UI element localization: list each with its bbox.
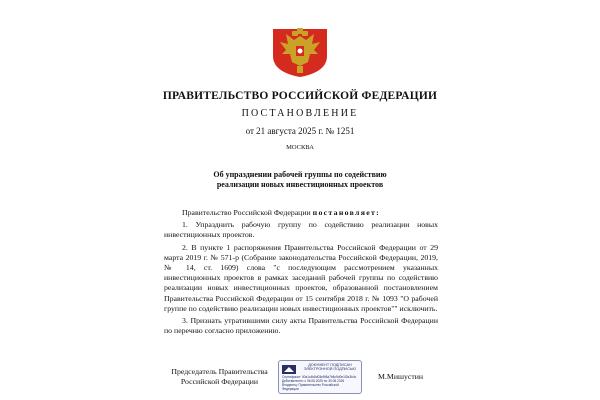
signatory-position [167, 367, 272, 387]
intro-verb: постановляет: [312, 208, 381, 217]
document-body [164, 208, 438, 338]
body-item-3: 3. Признать утратившими силу акты Правительства Российской Федерации по перечню согласно приложению. [164, 316, 438, 336]
stamp-line-3: Владелец: Правительство Российской [282, 382, 339, 387]
subject-line-2: реализации новых инвестиционных проектов [216, 180, 384, 189]
document-type: ПОСТАНОВЛЕНИЕ [241, 108, 359, 119]
intro-paragraph [164, 208, 438, 218]
stamp-emblem-icon [282, 365, 296, 374]
signatory-name: М.Мишустин [378, 372, 424, 381]
signatory-position-line-2: Российской Федерации [180, 377, 259, 386]
document-subject [0, 170, 600, 190]
subject-line-1: Об упразднении рабочей группы по содействию [213, 170, 387, 179]
stamp-details [282, 376, 360, 392]
document-date-number: от 21 августа 2025 г. № 1251 [245, 126, 355, 136]
stamp-heading: ДОКУМЕНТ ПОДПИСАН ЭЛЕКТРОННОЙ ПОДПИСЬЮ [303, 363, 357, 372]
coat-of-arms-icon [272, 26, 328, 78]
body-item-2: 2. В пункте 1 распоряжения Правительства Российской Федерации от 29 марта 2019 г. № 571-р (Собрание законодательства Российской Федерации, 2019, № 14, ст. 1609) слова "с последующим рассмотрением указанных инвестиционных проектов в рамках заседаний рабочей группы по содействию реализации новых инвестиционных проектов, образованной постановлением Правительства Российской Федерации от 15 сентября 2018 г. № 1093 "О рабочей группе по содействию реализации новых инвестиционных проектов"" исключить. [164, 242, 438, 313]
intro-prefix: Правительство Российской Федерации [182, 208, 313, 217]
body-item-1: 1. Упразднить рабочую группу по содействию реализации новых инвестиционных проектов. [164, 220, 438, 240]
signatory-position-line-1: Председатель Правительства [171, 367, 268, 376]
stamp-line-1: Сертификат: 00a1c4b8d03e5f6a7b8c9d0e1f2a3b4c [282, 375, 357, 379]
stamp-line-4: Федерации [282, 386, 299, 391]
government-title: ПРАВИТЕЛЬСТВО РОССИЙСКОЙ ФЕДЕРАЦИИ [162, 90, 438, 102]
electronic-signature-stamp [278, 360, 362, 394]
document-city: МОСКВА [286, 144, 314, 151]
stamp-line-2: Действителен: с 06.06.2025 по 30.08.2026 [282, 378, 345, 383]
